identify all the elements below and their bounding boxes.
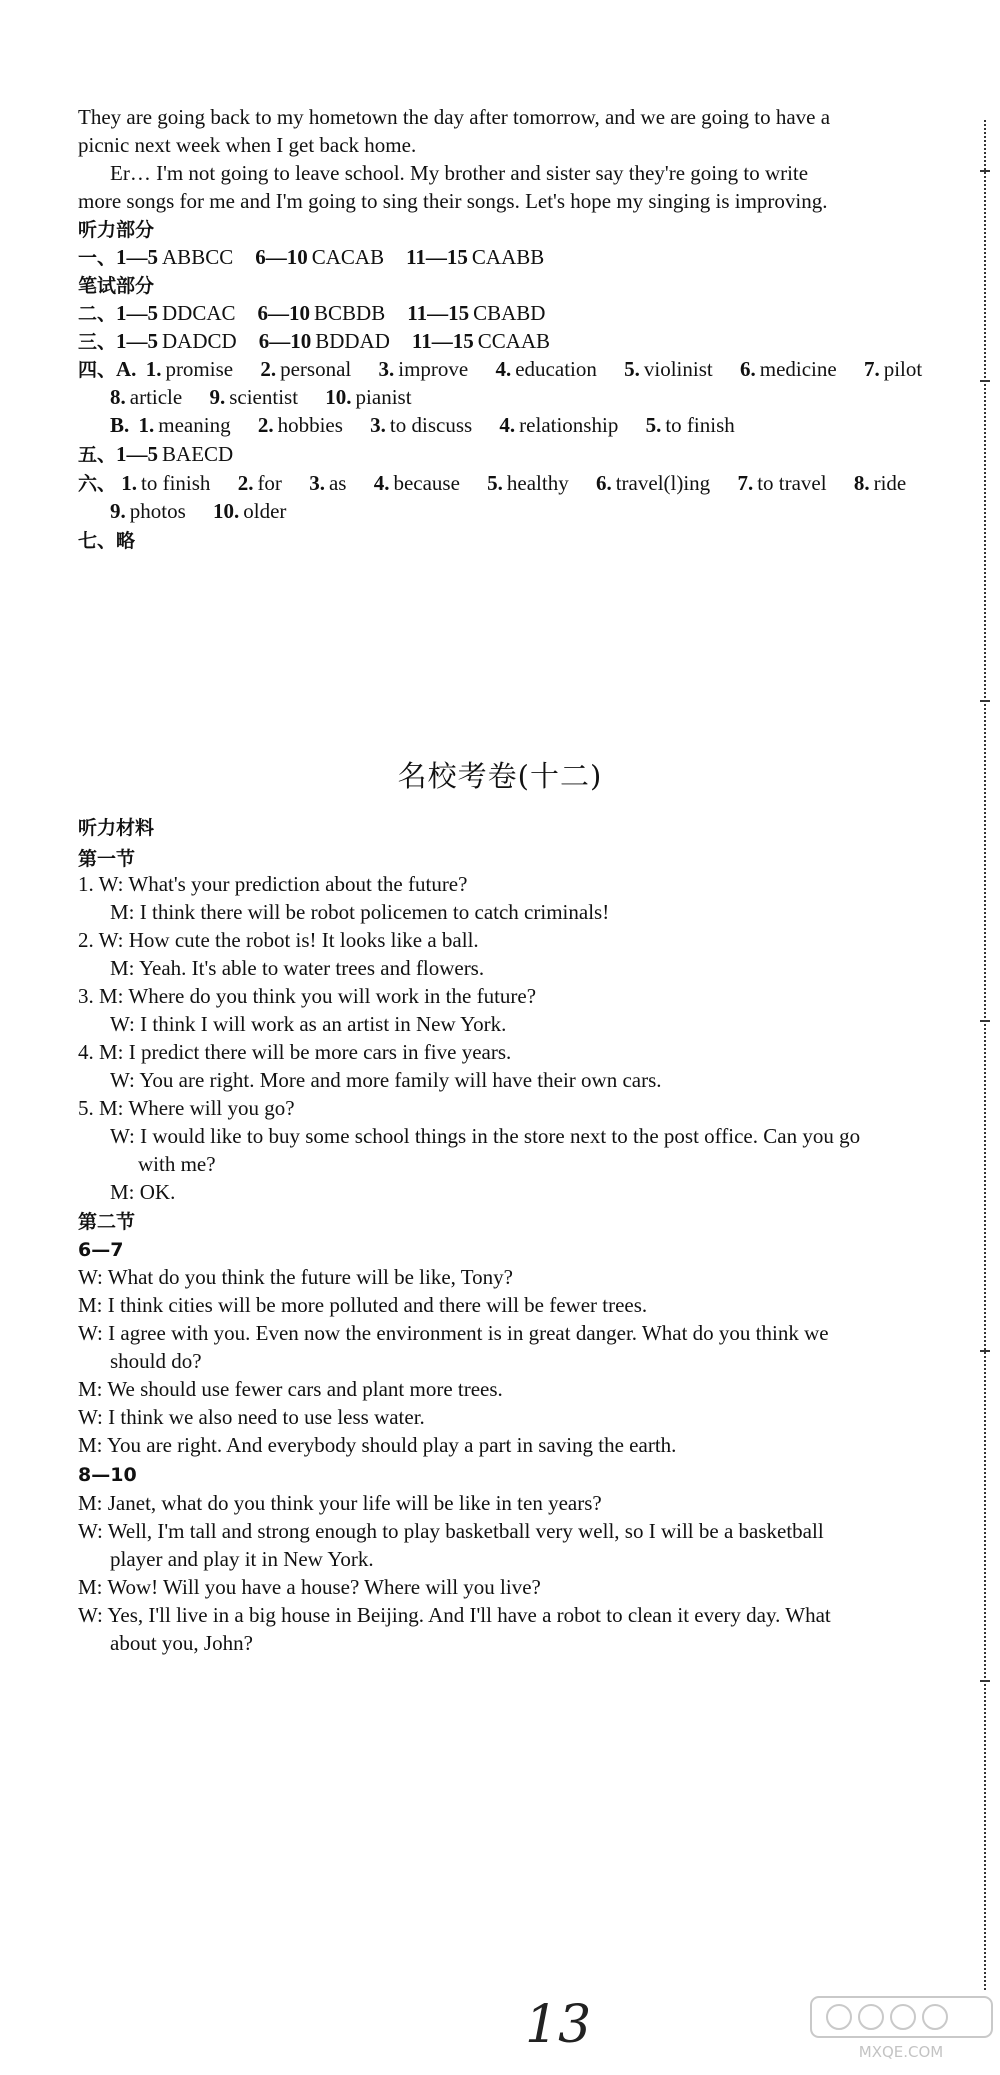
- answer-text: personal: [280, 357, 352, 381]
- range: 1—5: [116, 329, 159, 353]
- subsection-heading: 第一节: [78, 848, 136, 870]
- answer-text: medicine: [759, 357, 837, 381]
- part-label: A.: [116, 357, 137, 381]
- answer-text: because: [393, 471, 460, 495]
- item-number: 9.: [209, 385, 226, 409]
- dialogue-line: 5. M: Where will you go?: [78, 1096, 295, 1120]
- text-line: picnic next week when I get back home.: [78, 133, 417, 157]
- answer-row-2: [78, 299, 948, 328]
- dialogue-line: W: I think we also need to use less water.: [78, 1405, 425, 1429]
- item-number: 5.: [645, 413, 662, 437]
- answers: ABBCC: [162, 245, 234, 269]
- dialogue-line: M: OK.: [110, 1180, 176, 1204]
- section-label: 四、: [78, 359, 117, 381]
- item-number: 4.: [499, 413, 516, 437]
- answers: BCBDB: [314, 301, 386, 325]
- watermark-logo: [809, 1995, 994, 2063]
- range: 6—10: [258, 329, 312, 353]
- item-number: 3.: [370, 413, 386, 437]
- answer-text: scientist: [229, 385, 299, 409]
- dialogue-line: M: Yeah. It's able to water trees and flowers.: [110, 956, 485, 980]
- answer-text: pianist: [355, 385, 412, 409]
- section-label: 一、: [78, 247, 117, 269]
- item-number: 6.: [595, 471, 612, 495]
- item-number: 2.: [260, 357, 277, 381]
- answers: DDCAC: [162, 301, 236, 325]
- item-number: 7.: [737, 471, 754, 495]
- answer-text: hobbies: [277, 413, 343, 437]
- answer-text: to finish: [141, 471, 211, 495]
- range: 6—10: [257, 301, 311, 325]
- subsection-heading: 第二节: [78, 1211, 136, 1233]
- answer-row-1: [78, 243, 948, 272]
- text-line: Er… I'm not going to leave school. My brother and sister say they're going to write: [110, 161, 809, 185]
- page-title: 名校考卷(十二): [397, 759, 603, 793]
- binding-tick: [980, 1680, 990, 1682]
- item-number: 2.: [257, 413, 274, 437]
- section-heading: 听力部分: [78, 219, 155, 241]
- answers: DADCD: [162, 329, 237, 353]
- dialogue-line: player and play it in New York.: [110, 1547, 374, 1571]
- dialogue-line: M: We should use fewer cars and plant more trees.: [78, 1377, 503, 1401]
- item-number: 3.: [378, 357, 395, 381]
- dialogue-line: M: I think cities will be more polluted and there will be fewer trees.: [78, 1293, 648, 1317]
- item-number: 10.: [213, 499, 240, 523]
- item-number: 8.: [110, 385, 126, 409]
- dialogue-line: 1. W: What's your prediction about the future?: [78, 872, 468, 896]
- range-heading: 6—7: [78, 1239, 124, 1261]
- binding-tick: [980, 170, 990, 172]
- answers: BAECD: [162, 442, 234, 466]
- range: 11—15: [411, 329, 474, 353]
- item-number: 1.: [121, 471, 138, 495]
- text-line: They are going back to my hometown the day after tomorrow, and we are going to have a: [78, 105, 831, 129]
- range: 11—15: [406, 245, 468, 269]
- item-number: 1.: [138, 413, 155, 437]
- dialogue-line: M: Wow! Will you have a house? Where will you live?: [78, 1575, 541, 1599]
- binding-dotted-line: [984, 120, 986, 1990]
- answer-text: violinist: [643, 357, 713, 381]
- dialogue-line: M: You are right. And everybody should play a part in saving the earth.: [78, 1433, 677, 1457]
- answer-row-6: [78, 469, 948, 498]
- item-number: 5.: [624, 357, 640, 381]
- item-number: 5.: [487, 471, 503, 495]
- answer-row-3: [78, 327, 948, 356]
- answer-text: article: [129, 385, 183, 409]
- answer-text: as: [328, 471, 347, 495]
- answer-row-4a: [78, 355, 948, 384]
- range: 1—5: [116, 442, 159, 466]
- answer-text: to travel: [757, 471, 827, 495]
- section-label: 二、: [78, 303, 117, 325]
- answer-text: to finish: [665, 413, 735, 437]
- answer-text: travel(l)ing: [615, 471, 711, 495]
- dialogue-line: W: I would like to buy some school things in the store next to the post office. Can you go: [110, 1124, 861, 1148]
- dialogue-line: W: I agree with you. Even now the environment is in great danger. What do you think we: [78, 1321, 829, 1345]
- answer-row-5: [78, 440, 948, 469]
- item-number: 4.: [373, 471, 390, 495]
- binding-tick: [980, 1350, 990, 1352]
- binding-tick: [980, 1020, 990, 1022]
- dialogue-line: should do?: [110, 1349, 202, 1373]
- page-number: 13: [525, 1995, 592, 2055]
- item-number: 4.: [495, 357, 512, 381]
- dialogue-line: W: What do you think the future will be like, Tony?: [78, 1265, 513, 1289]
- range: 1—5: [116, 245, 159, 269]
- section-label: 五、: [78, 444, 117, 466]
- answer-text: improve: [398, 357, 469, 381]
- dialogue-line: W: You are right. More and more family will have their own cars.: [110, 1068, 662, 1092]
- dialogue-line: W: Yes, I'll live in a big house in Beijing. And I'll have a robot to clean it every day. What: [78, 1603, 831, 1627]
- answers: CAABB: [471, 245, 545, 269]
- dialogue-line: 3. M: Where do you think you will work in the future?: [78, 984, 537, 1008]
- answer-text: to discuss: [389, 413, 473, 437]
- dialogue-line: 4. M: I predict there will be more cars in five years.: [78, 1040, 512, 1064]
- section-heading: 七、略: [78, 530, 136, 552]
- answer-text: promise: [165, 357, 234, 381]
- answer-row-6-cont: [110, 497, 980, 525]
- watermark-text: MXQE.COM: [858, 2043, 944, 2061]
- answer-text: for: [257, 471, 282, 495]
- answers: CBABD: [473, 301, 546, 325]
- answer-text: older: [243, 499, 287, 523]
- answer-text: healthy: [506, 471, 569, 495]
- item-number: 6.: [739, 357, 756, 381]
- section-heading: 听力材料: [78, 817, 155, 839]
- range: 6—10: [255, 245, 308, 269]
- section-label: 六、: [78, 473, 117, 495]
- answers: CACAB: [311, 245, 385, 269]
- section-label: 三、: [78, 331, 117, 353]
- answer-text: relationship: [519, 413, 619, 437]
- answer-row-4b: [110, 411, 980, 439]
- part-label: B.: [110, 413, 130, 437]
- item-number: 8.: [853, 471, 870, 495]
- range-heading: 8—10: [78, 1464, 137, 1486]
- item-number: 3.: [309, 471, 325, 495]
- answer-row-4a-cont: [110, 383, 980, 411]
- dialogue-line: 2. W: How cute the robot is! It looks like a ball.: [78, 928, 479, 952]
- item-number: 2.: [237, 471, 254, 495]
- answer-text: education: [515, 357, 597, 381]
- dialogue-line: with me?: [138, 1152, 216, 1176]
- answer-text: photos: [129, 499, 186, 523]
- dialogue-line: W: Well, I'm tall and strong enough to play basketball very well, so I will be a basketball: [78, 1519, 824, 1543]
- dialogue-line: M: Janet, what do you think your life will be like in ten years?: [78, 1491, 602, 1515]
- answers: CCAAB: [477, 329, 551, 353]
- item-number: 9.: [110, 499, 126, 523]
- answer-text: pilot: [883, 357, 923, 381]
- binding-tick: [980, 700, 990, 702]
- item-number: 7.: [863, 357, 880, 381]
- dialogue-line: M: I think there will be robot policemen to catch criminals!: [110, 900, 610, 924]
- binding-tick: [980, 380, 990, 382]
- item-number: 10.: [325, 385, 352, 409]
- range: 1—5: [116, 301, 159, 325]
- answers: BDDAD: [315, 329, 390, 353]
- text-line: more songs for me and I'm going to sing their songs. Let's hope my singing is improving.: [78, 189, 828, 213]
- range: 11—15: [407, 301, 470, 325]
- dialogue-line: about you, John?: [110, 1631, 253, 1655]
- section-heading: 笔试部分: [78, 275, 155, 297]
- answer-text: ride: [873, 471, 907, 495]
- item-number: 1.: [145, 357, 162, 381]
- dialogue-line: W: I think I will work as an artist in New York.: [110, 1012, 507, 1036]
- answer-text: meaning: [158, 413, 231, 437]
